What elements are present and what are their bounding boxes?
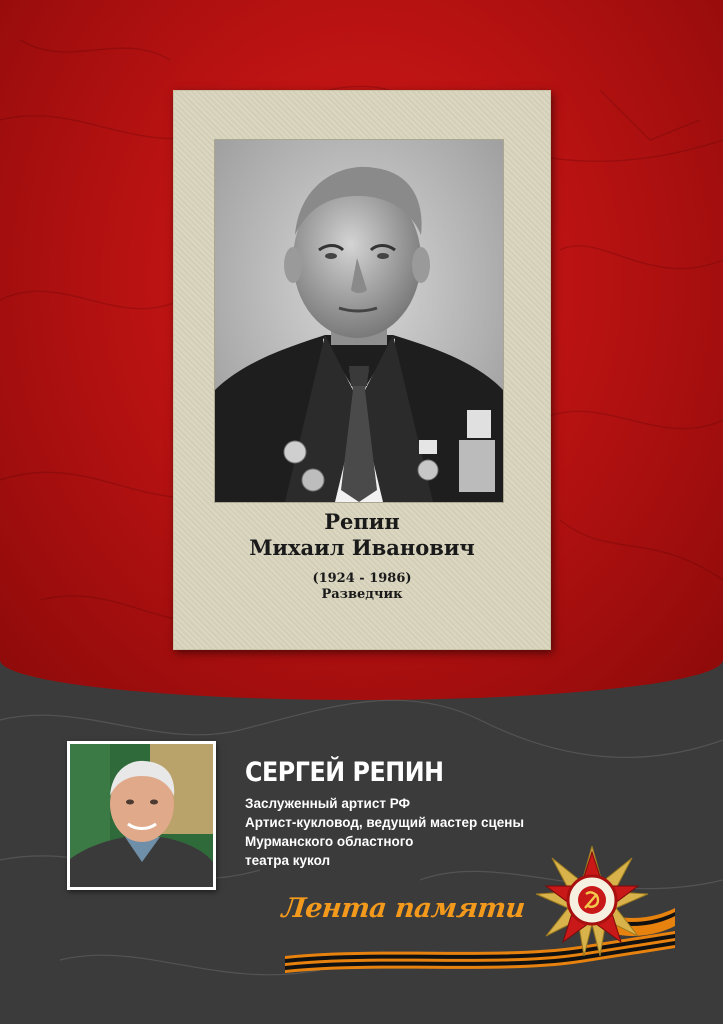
veteran-portrait [214, 139, 504, 503]
author-photo [67, 741, 216, 890]
author-position: Артист-кукловод, ведущий мастер сцены [245, 815, 524, 830]
lenta-pamyati-logo-text: Лента памяти [280, 893, 527, 924]
veteran-role: Разведчик [321, 587, 403, 602]
veteran-surname: Репин [324, 509, 400, 534]
author-photo-icon [70, 744, 213, 887]
veteran-photo-icon [215, 140, 503, 502]
veteran-years: (1924 - 1986) [312, 571, 412, 586]
author-theatre-line1: Мурманского областного [245, 834, 414, 849]
memorial-card [173, 90, 551, 650]
author-name: СЕРГЕЙ РЕПИН [245, 757, 444, 788]
veteran-given-names: Михаил Иванович [249, 535, 475, 560]
author-theatre-line2: театра кукол [245, 853, 331, 868]
author-title: Заслуженный артист РФ [245, 796, 411, 811]
